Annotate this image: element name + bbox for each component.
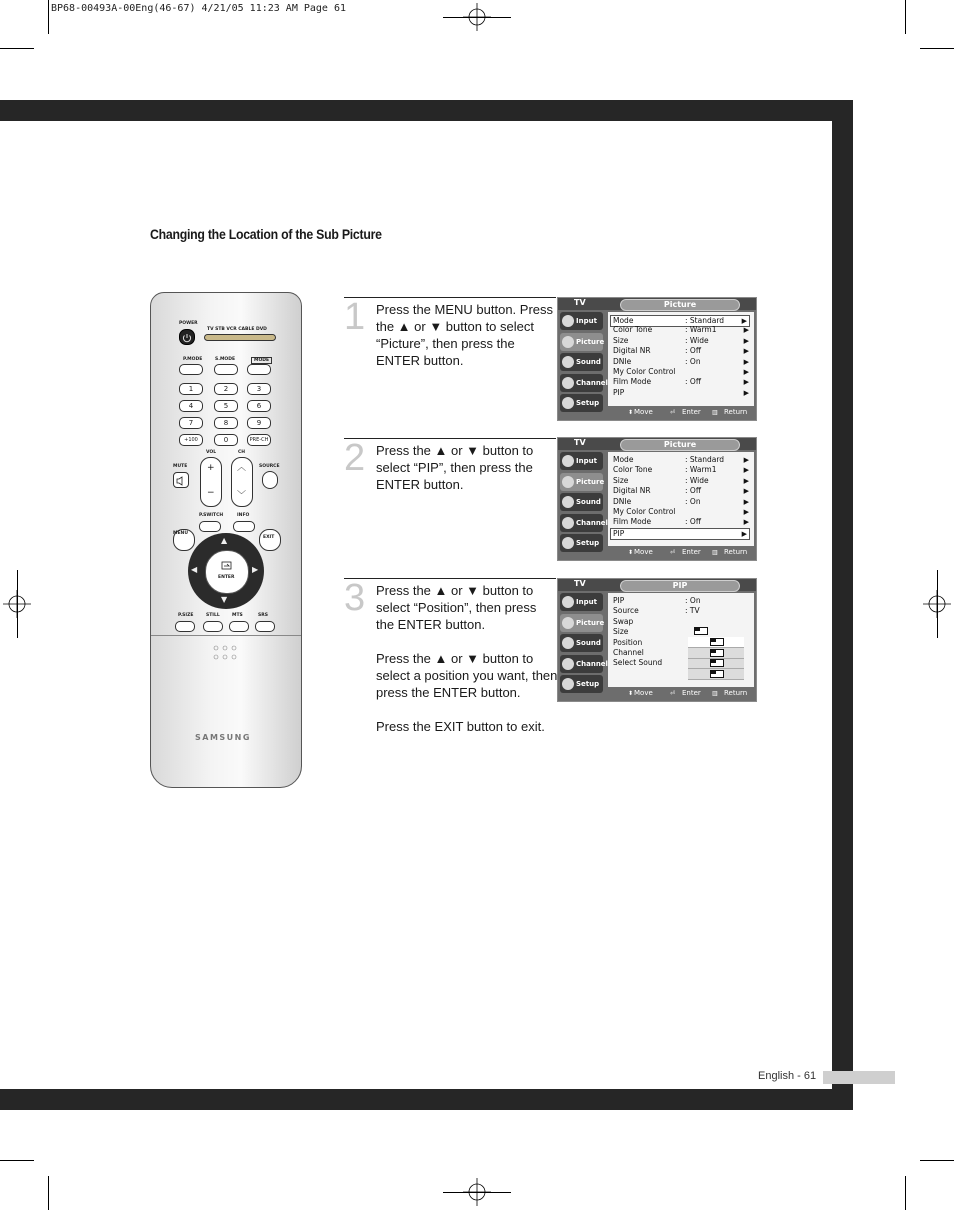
osd-side-menu	[558, 310, 608, 420]
crop-mark	[905, 1176, 906, 1210]
arrow-right-icon: ▶	[743, 508, 749, 516]
arrow-right-icon: ▶	[743, 378, 749, 387]
osd-row-value: : On	[685, 596, 701, 605]
osd-row-label: DNIe	[613, 356, 632, 366]
osd-side-item-picture	[560, 333, 603, 351]
crop-mark	[443, 17, 511, 18]
osd-row	[611, 367, 751, 377]
osd-row	[611, 596, 751, 606]
digit-button: 2	[214, 383, 238, 395]
page-number-bar	[823, 1071, 895, 1084]
osd-footer-enter: Enter	[682, 548, 701, 556]
osd-footer-enter: Enter	[682, 408, 701, 416]
osd-side-item-sound	[560, 353, 603, 371]
arrow-right-icon: ▶	[743, 466, 749, 475]
osd-row-label: Select Sound	[613, 658, 663, 668]
vol-rocker: + −	[200, 457, 222, 507]
osd-side-item-sound	[560, 634, 603, 652]
osd-footer-move: Move	[634, 548, 653, 556]
osd-row-value: : Warm1	[685, 325, 717, 335]
osd-side-item-label: Sound	[576, 639, 601, 647]
enter-icon: ⏎	[670, 690, 676, 697]
pswitch-label: P.SWITCH	[199, 513, 224, 518]
arrow-right-icon: ▶	[743, 518, 749, 527]
arrow-right-icon: ▶	[743, 336, 749, 345]
osd-row-label: PIP	[613, 596, 625, 605]
device-mode-labels: TV STB VCR CABLE DVD	[207, 327, 267, 332]
exit-label: EXIT	[263, 535, 275, 540]
step-paragraph: Press the ▲ or ▼ button to select “PIP”, then press the ENTER button.	[376, 443, 534, 492]
device-mode-bar	[204, 334, 276, 341]
osd-panel	[608, 312, 754, 406]
digit-button: 4	[179, 400, 203, 412]
osd-panel	[608, 593, 754, 687]
step-number: 2	[344, 437, 366, 479]
enter-icon	[221, 561, 233, 571]
osd-row-value: : Off	[685, 517, 701, 527]
osd-side-item-channel	[560, 514, 608, 532]
osd-row-label: PIP	[613, 528, 625, 538]
osd-side-item-picture	[560, 614, 603, 632]
osd-side-item-label: Sound	[576, 358, 601, 366]
digit-button: 7	[179, 417, 203, 429]
step-text	[376, 582, 558, 752]
info-button	[233, 521, 255, 532]
osd-row-value: : Standard	[685, 455, 725, 464]
crop-mark	[905, 0, 906, 34]
pmode-button	[179, 364, 203, 375]
enter-icon: ⏎	[670, 409, 676, 416]
osd-side-item-channel	[560, 655, 608, 673]
info-label: INFO	[237, 513, 250, 518]
step-paragraph: Press the ▲ or ▼ button to select a position you want, then press the ENTER button.	[376, 651, 558, 700]
osd-row-label: Swap	[613, 616, 634, 626]
osd-row-label: Size	[613, 475, 629, 485]
osd-side-item-label: Channel	[576, 518, 608, 527]
osd-row	[611, 476, 751, 486]
vol-label: VOL	[206, 450, 217, 455]
right-band	[832, 100, 853, 1110]
size-indicator-icon	[694, 627, 708, 635]
osd-row	[611, 346, 751, 356]
osd-side-item-label: Input	[576, 317, 597, 325]
arrow-right-icon: ▶	[743, 347, 749, 356]
osd-row-label: Position	[613, 637, 643, 647]
osd-side-item-label: Picture	[576, 337, 605, 346]
digit-button: 1	[179, 383, 203, 395]
osd-row-label: My Color Control	[613, 367, 676, 376]
enter-icon: ⏎	[670, 549, 676, 556]
osd-row-label: Digital NR	[613, 486, 651, 496]
pswitch-button	[199, 521, 221, 532]
osd-side-item-setup	[560, 675, 603, 693]
osd-row-value: : On	[685, 356, 701, 366]
osd-row-value: : Off	[685, 346, 701, 356]
osd-row-value: : Wide	[685, 475, 709, 485]
setup-icon	[562, 678, 574, 690]
step-3	[344, 578, 556, 748]
arrow-left-icon: ◀	[191, 565, 198, 574]
osd-row-value: : On	[685, 496, 701, 506]
osd-row-label: Color Tone	[613, 465, 653, 475]
remote-control	[150, 292, 302, 788]
digit-button: 5	[214, 400, 238, 412]
osd-row	[611, 627, 751, 637]
step-rule	[344, 297, 556, 298]
osd-row	[611, 357, 751, 367]
crop-mark	[937, 570, 938, 638]
osd-row-value: : Wide	[685, 335, 709, 345]
step-paragraph: Press the ▲ or ▼ button to select “Position”, then press the ENTER button.	[376, 583, 537, 632]
picture-icon	[562, 336, 574, 348]
osd-screen-pip	[557, 578, 757, 702]
input-icon	[562, 315, 574, 327]
osd-row	[611, 465, 751, 475]
crop-mark	[0, 48, 34, 49]
osd-menu-title: PIP	[620, 580, 740, 592]
osd-row-label: DNIe	[613, 496, 632, 506]
osd-footer-return: Return	[724, 689, 748, 697]
osd-panel	[608, 452, 754, 546]
osd-side-item-setup	[560, 534, 603, 552]
chevron-up-icon: ︿	[237, 463, 247, 473]
osd-side-item-label: Setup	[576, 399, 600, 407]
enter-label: ENTER	[218, 575, 235, 580]
osd-side-item-label: Channel	[576, 378, 608, 387]
osd-screen-picture	[557, 297, 757, 421]
updown-icon: ⬍	[628, 690, 634, 697]
page-number: English - 61	[758, 1070, 817, 1082]
osd-side-item-setup	[560, 394, 603, 412]
osd-row-label: PIP	[613, 387, 625, 397]
updown-icon: ⬍	[628, 549, 634, 556]
crop-mark	[920, 48, 954, 49]
osd-side-item-label: Channel	[576, 659, 608, 668]
step-number: 3	[344, 577, 366, 619]
pmode-label: P.MODE	[183, 357, 203, 362]
osd-row-label: Color Tone	[613, 325, 653, 335]
osd-row-value: : Warm1	[685, 465, 717, 475]
ch-label: CH	[238, 450, 246, 455]
bottom-band	[0, 1089, 853, 1110]
ch-rocker	[231, 457, 253, 507]
position-option-icon	[710, 649, 724, 657]
arrow-right-icon: ▶	[743, 476, 749, 485]
digit-button: +100	[179, 434, 203, 446]
arrow-right-icon: ▶	[741, 529, 747, 538]
digit-button: 6	[247, 400, 271, 412]
sound-icon	[562, 356, 574, 368]
osd-row-value: : Off	[685, 377, 701, 387]
osd-row	[611, 455, 751, 465]
osd-menu-title: Picture	[620, 439, 740, 451]
arrow-right-icon: ▶	[252, 565, 259, 574]
step-2	[344, 438, 556, 568]
crop-mark	[17, 570, 18, 638]
osd-row-value: : Off	[685, 486, 701, 496]
source-button	[262, 471, 278, 489]
crop-mark	[48, 1176, 49, 1210]
osd-source-label: TV	[574, 438, 586, 447]
step-text	[376, 301, 558, 386]
setup-icon	[562, 537, 574, 549]
position-options	[688, 637, 744, 679]
input-icon	[562, 596, 574, 608]
section-title: Changing the Location of the Sub Picture	[150, 226, 382, 242]
osd-row-label: Mode	[613, 455, 634, 464]
bottom-key-label: MTS	[232, 613, 243, 618]
osd-row-value: : TV	[685, 606, 700, 616]
osd-side-item-label: Picture	[576, 477, 605, 486]
arrow-right-icon: ▶	[743, 487, 749, 496]
osd-row	[611, 507, 751, 517]
osd-side-item-label: Setup	[576, 539, 600, 547]
digit-button: 8	[214, 417, 238, 429]
osd-row	[611, 388, 751, 398]
bottom-key-button	[175, 621, 195, 632]
channel-icon	[562, 377, 574, 389]
speaker-grille	[213, 645, 239, 661]
step-1	[344, 297, 556, 427]
osd-side-item-label: Setup	[576, 680, 600, 688]
osd-footer	[608, 406, 754, 419]
enter-button	[205, 550, 249, 594]
osd-side-item-sound	[560, 493, 603, 511]
osd-row	[611, 617, 751, 627]
bottom-key-button	[203, 621, 223, 632]
crop-mark	[0, 1160, 34, 1161]
mute-label: MUTE	[173, 464, 188, 469]
sound-icon	[562, 637, 574, 649]
sound-icon	[562, 496, 574, 508]
arrow-up-icon: ▲	[221, 536, 228, 545]
osd-footer-return: Return	[724, 408, 748, 416]
osd-footer-enter: Enter	[682, 689, 701, 697]
brand-logo: SAMSUNG	[195, 733, 251, 742]
step-rule	[344, 438, 556, 439]
navigation-ring	[188, 533, 264, 609]
osd-side-menu	[558, 450, 608, 560]
osd-row	[611, 325, 751, 335]
osd-row-label: Film Mode	[613, 517, 652, 527]
setup-icon	[562, 397, 574, 409]
return-icon: ▥	[712, 690, 718, 697]
arrow-right-icon: ▶	[743, 326, 749, 335]
source-label: SOURCE	[259, 464, 280, 469]
picture-icon	[562, 617, 574, 629]
osd-row-label: Mode	[613, 316, 634, 325]
osd-side-item-label: Input	[576, 457, 597, 465]
digit-button: 0	[214, 434, 238, 446]
osd-side-item-picture	[560, 473, 603, 491]
osd-footer	[608, 687, 754, 700]
mode-button	[247, 364, 271, 375]
return-icon: ▥	[712, 409, 718, 416]
osd-row-label: Size	[613, 335, 629, 345]
crop-mark	[48, 0, 49, 34]
osd-row	[610, 528, 750, 540]
mode-label: MODE	[251, 357, 272, 364]
osd-row-label: Source	[613, 606, 639, 616]
osd-row	[611, 497, 751, 507]
osd-side-item-label: Picture	[576, 618, 605, 627]
mute-button	[173, 472, 189, 488]
arrow-right-icon: ▶	[743, 368, 749, 376]
digit-button: PRE-CH	[247, 434, 271, 446]
osd-footer-move: Move	[634, 689, 653, 697]
osd-side-menu	[558, 591, 608, 701]
position-option-icon	[710, 638, 724, 646]
osd-side-item-label: Sound	[576, 498, 601, 506]
position-option-icon	[710, 670, 724, 678]
power-icon	[180, 331, 194, 345]
bottom-key-button	[229, 621, 249, 632]
arrow-right-icon: ▶	[743, 497, 749, 506]
bottom-key-button	[255, 621, 275, 632]
arrow-right-icon: ▶	[743, 357, 749, 366]
osd-source-label: TV	[574, 579, 586, 588]
osd-source-label: TV	[574, 298, 586, 307]
arrow-right-icon: ▶	[743, 388, 749, 397]
step-rule	[344, 578, 556, 579]
print-header: BP68-00493A-00Eng(46-67) 4/21/05 11:23 AM Page 61	[51, 3, 347, 14]
arrow-right-icon: ▶	[743, 456, 749, 464]
exit-button	[259, 529, 281, 551]
input-icon	[562, 455, 574, 467]
osd-side-item-input	[560, 452, 603, 470]
osd-footer	[608, 546, 754, 559]
osd-side-item-channel	[560, 374, 608, 392]
osd-row	[611, 517, 751, 527]
digit-button: 3	[247, 383, 271, 395]
digit-button: 9	[247, 417, 271, 429]
bottom-key-label: STILL	[206, 613, 220, 618]
osd-side-item-label: Input	[576, 598, 597, 606]
position-option-icon	[710, 659, 724, 667]
power-button	[179, 329, 195, 345]
channel-icon	[562, 517, 574, 529]
mute-icon	[174, 474, 188, 488]
return-icon: ▥	[712, 549, 718, 556]
osd-row	[611, 336, 751, 346]
crop-mark	[443, 1192, 511, 1193]
osd-row	[611, 606, 751, 616]
bottom-key-label: P.SIZE	[178, 613, 194, 618]
step-text	[376, 442, 558, 510]
osd-row-label: Digital NR	[613, 346, 651, 356]
osd-row-label: My Color Control	[613, 507, 676, 516]
picture-icon	[562, 476, 574, 488]
osd-row	[611, 486, 751, 496]
updown-icon: ⬍	[628, 409, 634, 416]
osd-footer-return: Return	[724, 548, 748, 556]
chevron-down-icon: ﹀	[237, 491, 247, 501]
channel-icon	[562, 658, 574, 670]
osd-menu-title: Picture	[620, 299, 740, 311]
bottom-key-label: SRS	[258, 613, 268, 618]
osd-screen-picture-pip	[557, 437, 757, 561]
osd-footer-move: Move	[634, 408, 653, 416]
smode-button	[214, 364, 238, 375]
osd-row	[611, 377, 751, 387]
osd-row-value: : Standard	[685, 316, 725, 325]
power-label: POWER	[179, 321, 198, 326]
step-number: 1	[344, 296, 366, 338]
crop-mark	[920, 1160, 954, 1161]
arrow-right-icon: ▶	[741, 317, 747, 325]
osd-side-item-input	[560, 312, 603, 330]
step-paragraph: Press the EXIT button to exit.	[376, 719, 545, 734]
top-band	[0, 100, 853, 121]
step-paragraph: Press the MENU button. Press the ▲ or ▼ button to select “Picture”, then press the ENTER button.	[376, 302, 554, 368]
menu-label: MENU	[173, 531, 188, 536]
osd-side-item-input	[560, 593, 603, 611]
osd-row-label: Film Mode	[613, 377, 652, 387]
osd-row-label: Channel	[613, 648, 644, 657]
smode-label: S.MODE	[215, 357, 236, 362]
arrow-down-icon: ▼	[221, 595, 228, 604]
osd-row-label: Size	[613, 627, 629, 637]
remote-lower-divider	[151, 635, 301, 636]
